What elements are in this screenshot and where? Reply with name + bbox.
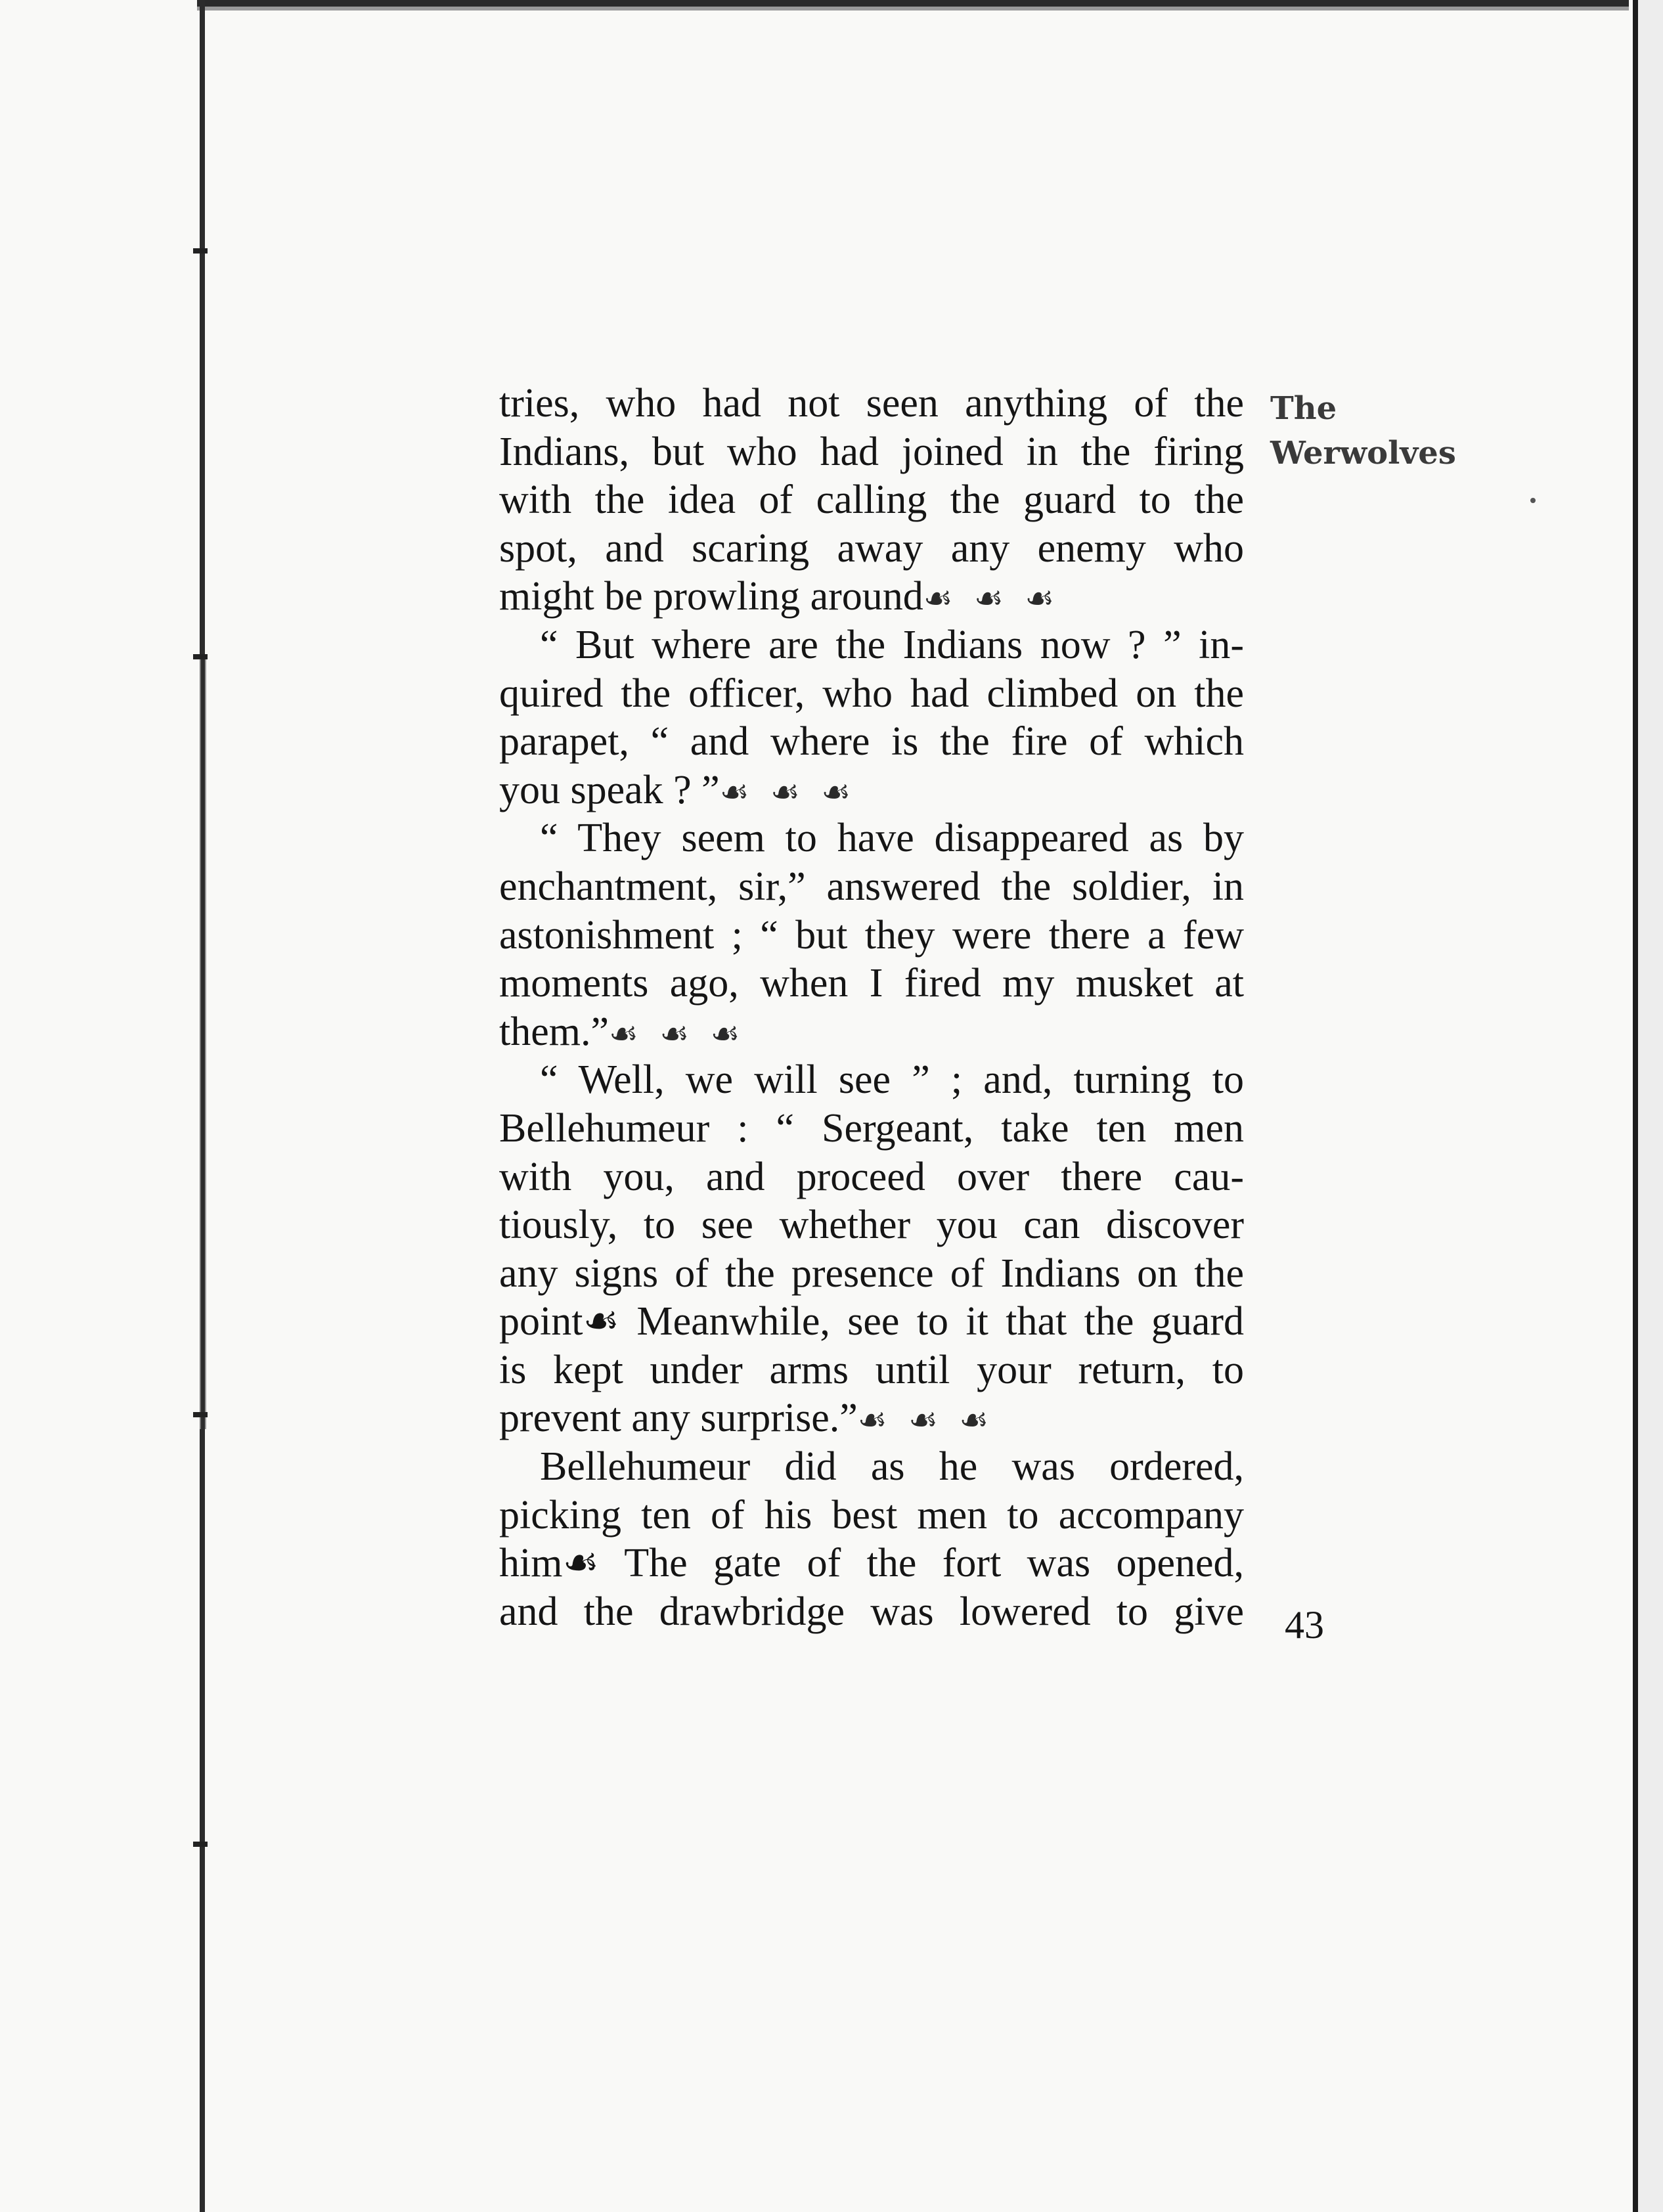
binding-stitch <box>200 654 206 1429</box>
text-line <box>499 1394 1244 1443</box>
text-line <box>499 766 1244 815</box>
text-line-content: with you, and proceed over there cau- <box>499 1154 1244 1199</box>
text-line-content: parapet, “ and where is the fire of which <box>499 719 1244 764</box>
text-line <box>499 670 1244 719</box>
text-line-content: spot, and scaring away any enemy who <box>499 525 1244 571</box>
text-line <box>499 1008 1244 1057</box>
text-line-content: Bellehumeur did as he was ordered, <box>540 1444 1244 1490</box>
text-line <box>499 1492 1244 1540</box>
page-top-shadow <box>197 7 1629 11</box>
text-line-content: Indians, but who had joined in the firing <box>499 429 1244 474</box>
running-head-line: The <box>1270 390 1337 427</box>
gutter-mark <box>193 654 208 659</box>
page-number: 43 <box>1285 1603 1324 1647</box>
text-line-content: “ Well, we will see ” ; and, turning to <box>540 1057 1244 1103</box>
text-line <box>499 814 1244 863</box>
text-line-content: picking ten of his best men to accompany <box>499 1492 1244 1537</box>
text-line-content: “ They seem to have disappeared as by <box>540 816 1244 861</box>
text-line-content: and the drawbridge was lowered to give <box>499 1589 1244 1634</box>
text-line-content: them.” <box>499 1009 609 1054</box>
text-line <box>499 1201 1244 1250</box>
text-line <box>499 476 1244 525</box>
ornament-leaves: ☙ ☙ ☙ <box>923 580 1061 617</box>
text-line-content: Bellehumeur : “ Sergeant, take ten men <box>499 1105 1244 1151</box>
text-line-content: with the idea of calling the guard to the <box>499 477 1244 523</box>
text-line <box>499 960 1244 1008</box>
text-line-content: is kept under arms until your return, to <box>499 1347 1244 1392</box>
text-line <box>499 718 1244 766</box>
text-line <box>499 380 1244 428</box>
text-line <box>499 525 1244 573</box>
text-line-content: astonishment ; “ but they were there a few <box>499 912 1244 958</box>
gutter-mark <box>193 248 208 254</box>
text-line-content: enchantment, sir,” answered the soldier, in <box>499 864 1244 909</box>
text-line-content: you speak ? ” <box>499 767 720 812</box>
text-line <box>499 1105 1244 1153</box>
text-line <box>499 428 1244 477</box>
ornament-leaves: ☙ ☙ ☙ <box>857 1402 996 1439</box>
text-line <box>499 1588 1244 1637</box>
text-line <box>499 1443 1244 1492</box>
page-right-edge <box>1633 0 1638 2212</box>
text-line-content: any signs of the presence of Indians on the <box>499 1250 1244 1296</box>
running-head <box>1270 386 1456 476</box>
text-line-content: tries, who had not seen anything of the <box>499 381 1244 426</box>
text-line <box>499 1346 1244 1395</box>
gutter-mark <box>193 1842 208 1847</box>
text-line <box>499 1298 1244 1346</box>
text-line-content: him☙ The gate of the fort was opened, <box>499 1541 1244 1586</box>
body-text <box>499 380 1244 1636</box>
text-line <box>499 1539 1244 1588</box>
text-line <box>499 1056 1244 1105</box>
text-line-content: tiously, to see whether you can discover <box>499 1203 1244 1248</box>
text-line-content: point☙ Meanwhile, see to it that the guard <box>499 1299 1244 1344</box>
text-line <box>499 1153 1244 1202</box>
paper-speck <box>1530 498 1536 503</box>
text-line-content: prevent any surprise.” <box>499 1396 858 1441</box>
gutter-mark <box>193 1412 208 1417</box>
text-line-content: “ But where are the Indians now ? ” in- <box>540 622 1244 667</box>
running-head-line: Werwolves <box>1270 435 1456 472</box>
ornament-leaves: ☙ ☙ ☙ <box>609 1015 747 1052</box>
ornament-leaves: ☙ ☙ ☙ <box>719 773 858 810</box>
text-line-content: might be prowling around <box>499 574 923 619</box>
text-line <box>499 621 1244 670</box>
text-line <box>499 573 1244 621</box>
page-top-edge <box>197 0 1629 7</box>
scan-margin <box>1638 0 1663 2212</box>
text-line <box>499 1250 1244 1298</box>
text-line-content: moments ago, when I fired my musket at <box>499 961 1244 1006</box>
text-line <box>499 863 1244 912</box>
text-line-content: quired the officer, who had climbed on the <box>499 671 1244 716</box>
text-line <box>499 912 1244 960</box>
